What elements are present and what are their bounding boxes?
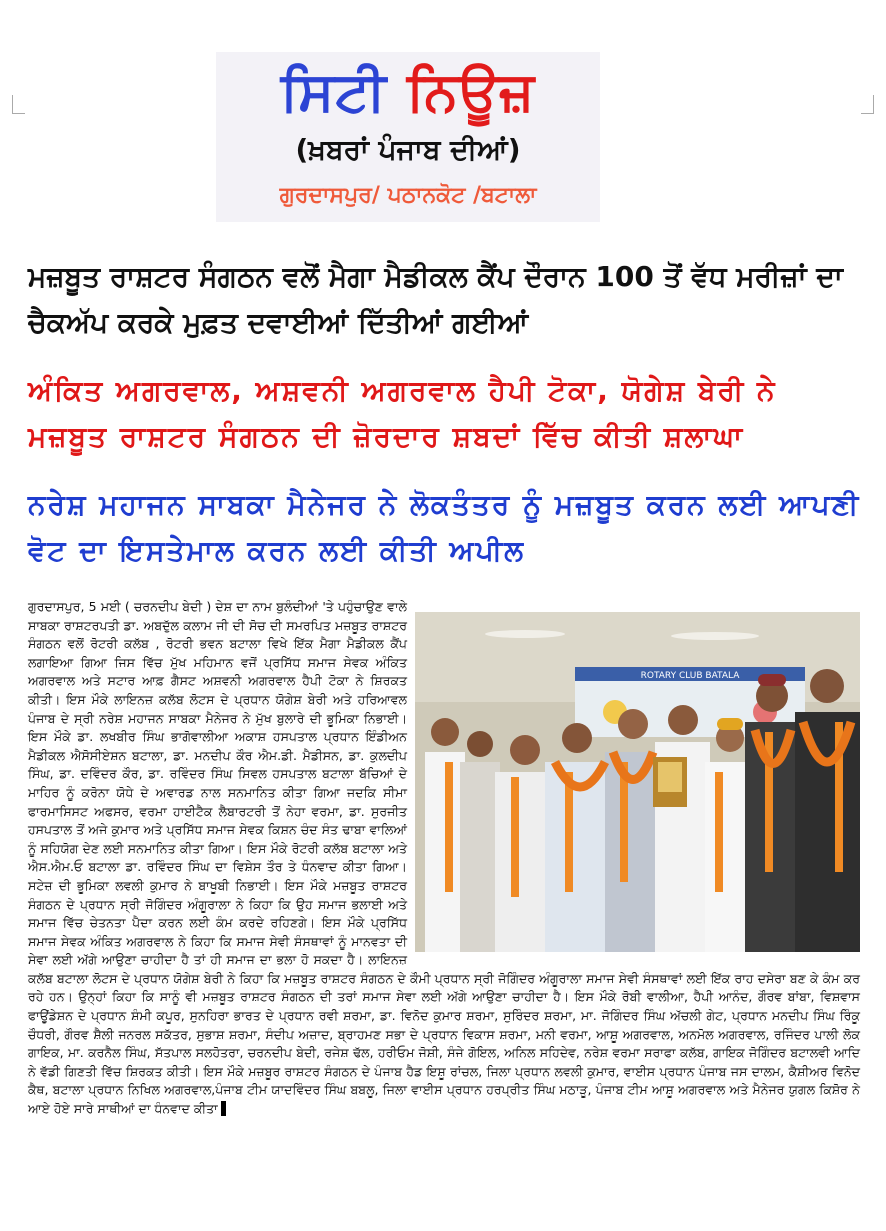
crop-mark-left (12, 95, 25, 114)
masthead-cities: ਗੁਰਦਾਸਪੁਰ/ ਪਠਾਨਕੋਟ /ਬਟਾਲਾ (279, 183, 537, 208)
red-subheadline: ਅੰਕਿਤ ਅਗਰਵਾਲ, ਅਸ਼ਵਨੀ ਅਗਰਵਾਲ ਹੈਪੀ ਟੋਕਾ, ਯੋਗੇਸ਼ ਬੇਰੀ ਨੇ ਮਜ਼ਬੂਤ ਰਾਸ਼ਟਰ ਸੰਗਠਨ ਦੀ ਜ਼ੋਰਦਾਰ ਸ਼ਬਦਾਂ ਵਿੱਚ ਕੀਤੀ ਸ਼ਲਾਘਾ (28, 374, 777, 453)
masthead-title-part2: ਨਿਊਜ਼ (406, 60, 536, 123)
event-photo-graphic (415, 612, 860, 952)
crop-mark-right (861, 95, 874, 114)
article-body (28, 598, 860, 1119)
article-text: ਗੁਰਦਾਸਪੁਰ, 5 ਮਈ ( ਚਰਨਦੀਪ ਬੇਦੀ ) ਦੇਸ਼ ਦਾ ਨਾਮ ਬੁਲੰਦੀਆਂ 'ਤੇ ਪਹੁੰਚਾਉਣ ਵਾਲੇ ਸਾਬਕਾ ਰਾਸ਼ਟਰਪਤੀ ਡਾ. ਅਬਦੁੱਲ ਕਲਾਮ ਜੀ ਦੀ ਸੋਚ ਦੀ ਸਮਰਪਿਤ ਮਜ਼ਬੂਤ ਰਾਸ਼ਟਰ ਸੰਗਠਨ ਵਲੋਂ ਰੋਟਰੀ ਕਲੱਬ , ਰੋਟਰੀ ਭਵਨ ਬਟਾਲਾ ਵਿਖੇ ਇੱਕ ਮੈਗਾ ਮੈਡੀਕਲ ਕੈਂਪ ਲਗਾਇਆ ਗਿਆ ਜਿਸ ਵਿੱਚ ਮੁੱਖ ਮਹਿਮਾਨ ਵਜੋਂ ਪ੍ਰਸਿੱਧ ਸਮਾਜ ਸੇਵਕ ਅੰਕਿਤ ਅਗਰਵਾਲ ਅਤੇ ਸਟਾਰ ਆਫ਼ ਗੈਸਟ ਅਸ਼ਵਨੀ ਅਗਰਵਾਲ ਹੈਪੀ ਟੋਕਾ ਨੇ ਸ਼ਿਰਕਤ ਕੀਤੀ। ਇਸ ਮੌਕੇ ਲਾਇਨਜ਼ ਕਲੱਬ ਲੋਟਸ ਦੇ ਪ੍ਰਧਾਨ ਯੋਗੇਸ਼ ਬੇਰੀ ਅਤੇ ਹਰਿਆਵਲ ਪੰਜਾਬ ਦੇ ਸ੍ਰੀ ਨਰੇਸ਼ ਮਹਾਜਨ ਸਾਬਕਾ ਮੈਨੇਜਰ ਨੇ ਮੁੱਖ ਬੁਲਾਰੇ ਦੀ ਭੂਮਿਕਾ ਨਿਭਾਈ। ਇਸ ਮੌਕੇ ਡਾ. ਲਖਬੀਰ ਸਿੰਘ ਭਾਗੋਵਾਲੀਆ ਅਕਾਸ਼ ਹਸਪਤਾਲ ਪ੍ਰਧਾਨ ਇੰਡੀਅਨ ਮੈਡੀਕਲ ਐਸੋਸੀਏਸ਼ਨ ਬਟਾਲਾ, ਡਾ. ਮਨਦੀਪ ਕੌਰ ਐਮ.ਡੀ. ਮੈਡੀਸਨ, ਡਾ. ਕੁਲਦੀਪ ਸਿੰਘ, ਡਾ. ਦਵਿੰਦਰ ਕੌਰ, ਡਾ. ਰਵਿੰਦਰ ਸਿੰਘ ਸਿਵਲ ਹਸਪਤਾਲ ਬਟਾਲਾ ਬੱਚਿਆਂ ਦੇ ਮਾਹਿਰ ਨੂੰ ਕਰੋਨਾ ਯੋਧੇ ਦੇ ਅਵਾਰਡ ਨਾਲ ਸਨਮਾਨਿਤ ਕੀਤਾ ਗਿਆ ਜਦਕਿ ਸੀਮਾ ਫਾਰਮਾਸਿਸਟ ਅਫਸਰ, ਵਰਮਾ ਹਾਈਟੈਕ ਲੈਬਾਰਟਰੀ ਤੋਂ ਨੇਹਾ ਵਰਮਾ, ਡਾ. ਸੁਰਜੀਤ ਹਸਪਤਾਲ ਤੋਂ ਅਜੇ ਕੁਮਾਰ ਅਤੇ ਪ੍ਰਸਿੱਧ ਸਮਾਜ ਸੇਵਕ ਕਿਸ਼ਨ ਚੰਦ ਸੰਤ ਢਾਬਾ ਵਾਲਿਆਂ ਨੂੰ ਸਹਿਯੋਗ ਦੇਣ ਲਈ ਸਨਮਾਨਿਤ ਕੀਤਾ ਗਿਆ। ਇਸ ਮੌਕੇ ਰੋਟਰੀ ਕਲੱਬ ਬਟਾਲਾ ਅਤੇ ਐਸ.ਐਮ.ਓ ਬਟਾਲਾ ਡਾ. ਰਵਿੰਦਰ ਸਿੰਘ ਦਾ ਵਿਸ਼ੇਸ ਤੌਰ ਤੇ ਧੰਨਵਾਦ ਕੀਤਾ ਗਿਆ। ਸਟੇਜ਼ ਦੀ ਭੂਮਿਕਾ ਲਵਲੀ ਕੁਮਾਰ ਨੇ ਬਾਖੂਬੀ ਨਿਭਾਈ। ਇਸ ਮੌਕੇ ਮਜ਼ਬੂਤ ਰਾਸ਼ਟਰ ਸੰਗਠਨ ਦੇ ਪ੍ਰਧਾਨ ਸ੍ਰੀ ਜੋਗਿੰਦਰ ਅੰਗੂਰਾਲਾ ਨੇ ਕਿਹਾ ਕਿ ਉਹ ਸਮਾਜ ਭਲਾਈ ਅਤੇ ਸਮਾਜ ਵਿੱਚ ਚੇਤਨਤਾ ਪੈਦਾ ਕਰਨ ਲਈ ਕੰਮ ਕਰਦੇ ਰਹਿਣਗੇ। ਇਸ ਮੌਕੇ ਪ੍ਰਸਿੱਧ ਸਮਾਜ ਸੇਵਕ ਅੰਕਿਤ ਅਗਰਵਾਲ ਨੇ ਕਿਹਾ ਕਿ ਸਮਾਜ ਸੇਵੀ ਸੰਸਥਾਵਾਂ ਨੂੰ ਮਾਨਵਤਾ ਦੀ ਸੇਵਾ ਲਈ ਅੱਗੇ ਆਉਣਾ ਚਾਹੀਦਾ ਹੈ ਤਾਂ ਹੀ ਸਮਾਜ ਦਾ ਭਲਾ ਹੋ ਸਕਦਾ ਹੈ। ਲਾਇਨਜ਼ ਕਲੱਬ ਬਟਾਲਾ ਲੋਟਸ ਦੇ ਪ੍ਰਧਾਨ ਯੋਗੇਸ਼ ਬੇਰੀ ਨੇ ਕਿਹਾ ਕਿ ਮਜ਼ਬੂਤ ਰਾਸ਼ਟਰ ਸੰਗਠਨ ਦੇ ਕੌਮੀ ਪ੍ਰਧਾਨ ਸ੍ਰੀ ਜੋਗਿੰਦਰ ਅੰਗੂਰਾਲਾ ਸਮਾਜ ਸੇਵੀ ਸੰਸਥਾਵਾਂ ਲਈ ਇੱਕ ਰਾਹ ਦਸੇਰਾ ਬਣ ਕੇ ਕੰਮ ਕਰ ਰਹੇ ਹਨ। ਉਨ੍ਹਾਂ ਕਿਹਾ ਕਿ ਸਾਨੂੰ ਵੀ ਮਜ਼ਬੂਤ ਰਾਸ਼ਟਰ ਸੰਗਠਨ ਦੀ ਤਰਾਂ ਸਮਾਜ ਸੇਵਾ ਲਈ ਅੱਗੇ ਆਉਣਾ ਚਾਹੀਦਾ ਹੈ। ਇਸ ਮੌਕੇ ਰੋਬੀ ਵਾਲੀਆ, ਹੈਪੀ ਆਨੰਦ, ਗੌਰਵ ਬਾਂਬਾ, ਵਿਸ਼ਵਾਸ ਫਾਊਂਡੇਸ਼ਨ ਦੇ ਪ੍ਰਧਾਨ ਸ਼ੰਮੀ ਕਪੂਰ, ਸੁਨਹਿਰਾ ਭਾਰਤ ਦੇ ਪ੍ਰਧਾਨ ਰਵੀ ਸ਼ਰਮਾ, ਡਾ. ਵਿਨੋਦ ਕੁਮਾਰ ਸ਼ਰਮਾ, ਸੁਰਿੰਦਰ ਸ਼ਰਮਾ, ਮਾ. ਜੋਗਿੰਦਰ ਸਿੰਘ ਅੱਚਲੀ ਗੇਟ, ਪ੍ਰਧਾਨ ਮਨਦੀਪ ਸਿੰਘ ਰਿੰਕੂ ਚੌਧਰੀ, ਗੌਰਵ ਸ਼ੈਲੀ ਜਨਰਲ ਸਕੱਤਰ, ਸੁਭਾਸ਼ ਸ਼ਰਮਾ, ਸੰਦੀਪ ਅਜ਼ਾਦ, ਬ੍ਰਾਹਮਣ ਸਭਾ ਦੇ ਪ੍ਰਧਾਨ ਵਿਕਾਸ ਸ਼ਰਮਾ, ਮਨੀ ਵਰਮਾ, ਆਸ਼ੂ ਅਗਰਵਾਲ, ਅਨਮੋਲ ਅਗਰਵਾਲ, ਰਜਿੰਦਰ ਪਾਲੀ ਲੋਕ ਗਾਇਕ, ਮਾ. ਕਰਨੈਲ ਸਿੰਘ, ਸੱਤਪਾਲ ਸਲਹੋਤਰਾ, ਚਰਨਦੀਪ ਬੇਦੀ, ਰਜੇਸ਼ ਢੱਲ, ਹਰੀਓਮ ਜੋਸ਼ੀ, ਸੰਜੇ ਗੋਇਲ, ਅਨਿਲ ਸਹਿਦੇਵ, ਨਰੇਸ਼ ਵਰਮਾ ਸਰਾਫਾ ਕਲੱਬ, ਗਾਇਕ ਜੋਗਿੰਦਰ ਬਟਾਲਵੀ ਆਦਿ ਨੇ ਵੱਡੀ ਗਿਣਤੀ ਵਿੱਚ ਸ਼ਿਰਕਤ ਕੀਤੀ। ਇਸ ਮੌਕੇ ਮਜ਼ਬੂਰ ਰਾਸ਼ਟਰ ਸੰਗਠਨ ਦੇ ਪੰਜਾਬ ਹੈਡ ਇਸ਼ੂ ਰਾਂਚਲ, ਜਿਲਾ ਪ੍ਰਧਾਨ ਲਵਲੀ ਕੁਮਾਰ, ਵਾਈਸ ਪ੍ਰਧਾਨ ਪੰਜਾਬ ਜਸ ਦਾਲਮ, ਕੈਸ਼ੀਅਰ ਵਿਨੋਦ ਕੈਥ, ਬਟਾਲਾ ਪ੍ਰਧਾਨ ਨਿਖਿਲ ਅਗਰਵਾਲ,ਪੰਜਾਬ ਟੀਮ ਯਾਦਵਿੰਦਰ ਸਿੰਘ ਬਬਲੂ, ਜਿਲਾ ਵਾਈਸ ਪ੍ਰਧਾਨ ਹਰਪ੍ਰੀਤ ਸਿੰਘ ਮਠਾੜੂ, ਪੰਜਾਬ ਟੀਮ ਆਸ਼ੂ ਅਗਰਵਾਲ ਅਤੇ ਮੈਨੇਜਰ ਯੁਗਲ ਕਿਸ਼ੋਰ ਨੇ ਆਏ ਹੋਏ ਸਾਰੇ ਸਾਥੀਆਂ ਦਾ ਧੰਨਵਾਦ ਕੀਤਾ (28, 599, 860, 1117)
main-headline: ਮਜ਼ਬੂਤ ਰਾਸ਼ਟਰ ਸੰਗਠਨ ਵਲੋਂ ਮੈਗਾ ਮੈਡੀਕਲ ਕੈਂਪ ਦੌਰਾਨ 100 ਤੋਂ ਵੱਧ ਮਰੀਜ਼ਾਂ ਦਾ ਚੈਕਅੱਪ ਕਰਕੇ ਮੁਫ਼ਤ ਦਵਾਈਆਂ ਦਿੱਤੀਆਂ ਗਈਆਂ (28, 260, 843, 339)
blue-subheadline: ਨਰੇਸ਼ ਮਹਾਜਨ ਸਾਬਕਾ ਮੈਨੇਜਰ ਨੇ ਲੋਕਤੰਤਰ ਨੂੰ ਮਜ਼ਬੂਤ ਕਰਨ ਲਈ ਆਪਣੀ ਵੋਟ ਦਾ ਇਸਤੇਮਾਲ ਕਰਨ ਲਈ ਕੀਤੀ ਅਪੀਲ (28, 488, 861, 567)
masthead-title (216, 60, 600, 124)
masthead (216, 52, 600, 222)
text-cursor (221, 1101, 226, 1116)
event-photo (415, 612, 860, 952)
masthead-tagline: (ਖ਼ਬਰਾਂ ਪੰਜਾਬ ਦੀਆਂ) (295, 133, 521, 166)
masthead-title-part1: ਸਿਟੀ (280, 60, 388, 123)
photo-banner-text: ROTARY CLUB BATALA (640, 671, 740, 681)
